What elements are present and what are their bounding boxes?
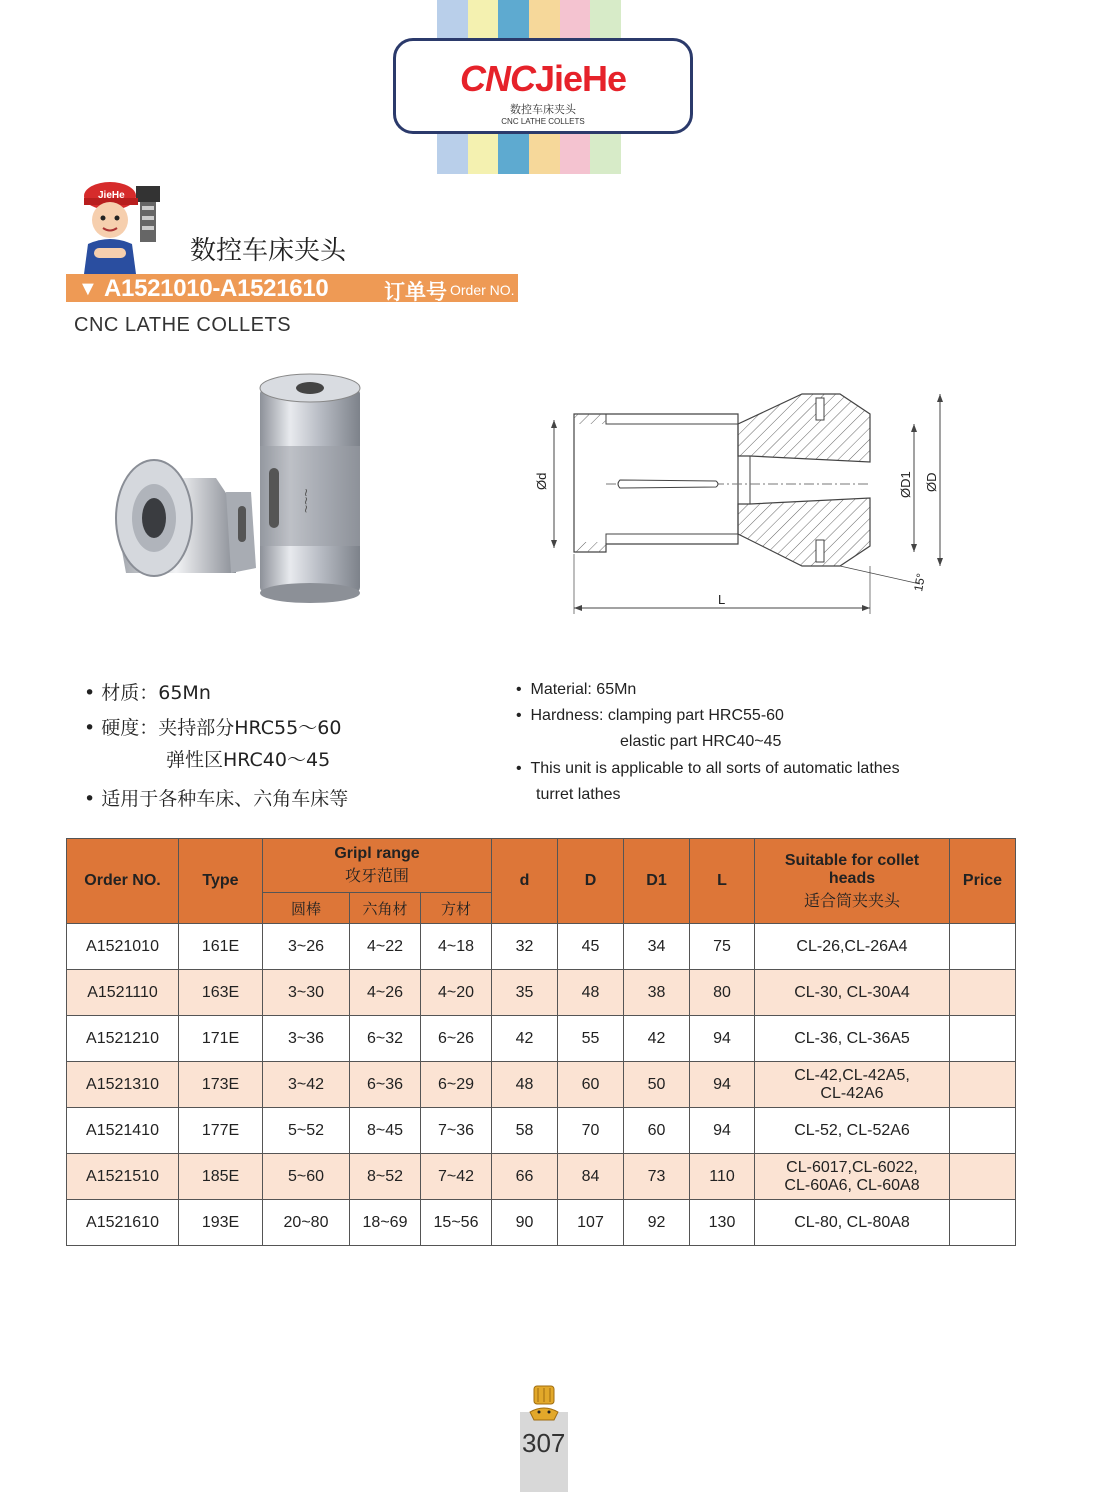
cell-d: 58 (492, 1108, 558, 1154)
cell-suitable-line1: CL-26,CL-26A4 (796, 937, 908, 955)
cell-D: 70 (558, 1108, 624, 1154)
cell-type: 163E (179, 970, 263, 1016)
cell-suitable-line2: CL-42A6 (820, 1084, 884, 1102)
table-row (67, 1016, 1016, 1062)
order-range: A1521010-A1521610 (104, 275, 329, 302)
spec-hardness-en: • Hardness: clamping part HRC55-60 (516, 707, 784, 724)
table-row (67, 1154, 1016, 1200)
cell-hex: 8~52 (350, 1154, 421, 1200)
th-suitable-en1: Suitable for collet (784, 851, 920, 869)
cell-suitable (755, 1154, 950, 1200)
th-D: D (558, 839, 624, 924)
dim-label-D: ØD (924, 472, 939, 492)
cell-D1: 50 (624, 1062, 690, 1108)
logo-subtitle-en: CNC LATHE COLLETS (501, 117, 585, 126)
cell-order: A1521310 (67, 1062, 179, 1108)
gear-mascot-icon (526, 1384, 562, 1424)
mascot-cap-text: JieHe (98, 190, 125, 201)
th-hex: 六角材 (350, 893, 421, 924)
svg-text:~~~: ~~~ (298, 488, 314, 513)
cell-order: A1521610 (67, 1200, 179, 1246)
cell-round: 3~30 (263, 970, 350, 1016)
cell-square: 7~42 (421, 1154, 492, 1200)
cell-L: 110 (690, 1154, 755, 1200)
cell-D: 107 (558, 1200, 624, 1246)
spec-usage-en: • This unit is applicable to all sorts of automatic lathes (516, 760, 900, 777)
order-number-bar (66, 274, 518, 302)
cell-suitable (755, 1016, 950, 1062)
cell-type: 173E (179, 1062, 263, 1108)
spec-hardness-cn: • 硬度：夹持部分HRC55～60 (84, 717, 342, 739)
logo-jiehe-text: JieHe (534, 58, 627, 99)
table-row (67, 1062, 1016, 1108)
th-d: d (492, 839, 558, 924)
spec-usage-en-text: This unit is applicable to all sorts of automatic lathes (530, 760, 900, 777)
spec-hardness-en-text: Hardness: clamping part HRC55-60 (530, 707, 784, 724)
cell-L: 94 (690, 1108, 755, 1154)
cell-L: 75 (690, 924, 755, 970)
cell-price (950, 1200, 1016, 1246)
spec-usage2-en: turret lathes (536, 786, 621, 803)
cell-L: 130 (690, 1200, 755, 1246)
th-grip-en: Gripl range (334, 845, 420, 862)
spec-material-en-text: Material: 65Mn (530, 681, 637, 698)
cell-round: 3~26 (263, 924, 350, 970)
cell-hex: 6~32 (350, 1016, 421, 1062)
logo-subtitle-cn: 数控车床夹头 (510, 103, 576, 116)
table-row (67, 924, 1016, 970)
cell-L: 80 (690, 970, 755, 1016)
cell-order: A1521510 (67, 1154, 179, 1200)
order-label-en: Order NO. (450, 282, 515, 298)
cell-round: 3~36 (263, 1016, 350, 1062)
cell-D1: 92 (624, 1200, 690, 1246)
cell-price (950, 1154, 1016, 1200)
cell-hex: 18~69 (350, 1200, 421, 1246)
th-grip-range (263, 839, 492, 893)
page-title-cn: 数控车床夹头 (190, 236, 347, 266)
triangle-icon: ▼ (78, 278, 98, 300)
cell-suitable (755, 1200, 950, 1246)
cell-suitable-line1: CL-52, CL-52A6 (794, 1121, 910, 1139)
collet-spec-table (66, 838, 1016, 1246)
cell-price (950, 1108, 1016, 1154)
cell-suitable-line1: CL-6017,CL-6022, (786, 1158, 918, 1176)
cell-hex: 8~45 (350, 1108, 421, 1154)
th-L: L (690, 839, 755, 924)
th-order-no: Order NO. (67, 839, 179, 924)
cell-d: 66 (492, 1154, 558, 1200)
cell-round: 3~42 (263, 1062, 350, 1108)
mascot-icon (74, 176, 172, 274)
cell-D: 55 (558, 1016, 624, 1062)
page-number: 307 (522, 1428, 566, 1458)
logo-cnc-text: CNC (459, 58, 535, 99)
cell-price (950, 924, 1016, 970)
cell-D: 48 (558, 970, 624, 1016)
cell-order: A1521110 (67, 970, 179, 1016)
cell-D: 60 (558, 1062, 624, 1108)
cell-type: 193E (179, 1200, 263, 1246)
cell-d: 42 (492, 1016, 558, 1062)
dim-label-d1: ØD1 (898, 471, 913, 498)
cell-type: 161E (179, 924, 263, 970)
dim-label-d: Ød (534, 472, 549, 490)
cell-price (950, 1062, 1016, 1108)
cell-d: 90 (492, 1200, 558, 1246)
cell-d: 35 (492, 970, 558, 1016)
collet-technical-drawing (534, 384, 960, 624)
cell-round: 5~60 (263, 1154, 350, 1200)
cell-D1: 34 (624, 924, 690, 970)
cell-price (950, 970, 1016, 1016)
dim-label-angle: 15° (911, 572, 929, 593)
cell-D1: 42 (624, 1016, 690, 1062)
table-row (67, 1200, 1016, 1246)
cell-suitable-line1: CL-42,CL-42A5, (794, 1066, 910, 1084)
spec-hardness2-en: elastic part HRC40~45 (620, 733, 782, 750)
table-row (67, 970, 1016, 1016)
cell-d: 32 (492, 924, 558, 970)
cell-L: 94 (690, 1062, 755, 1108)
th-price: Price (950, 839, 1016, 924)
cell-D1: 60 (624, 1108, 690, 1154)
cell-order: A1521210 (67, 1016, 179, 1062)
cell-suitable-line2: CL-60A6, CL-60A8 (784, 1176, 920, 1194)
th-grip-cn: 攻牙范围 (344, 866, 409, 885)
cell-suitable (755, 970, 950, 1016)
cell-round: 5~52 (263, 1108, 350, 1154)
cell-square: 4~18 (421, 924, 492, 970)
cell-square: 15~56 (421, 1200, 492, 1246)
cell-type: 185E (179, 1154, 263, 1200)
cell-D: 84 (558, 1154, 624, 1200)
order-label-cn: 订单号 (384, 280, 447, 304)
spec-material-en: • Material: 65Mn (516, 681, 637, 698)
cell-D1: 73 (624, 1154, 690, 1200)
cell-suitable-line1: CL-80, CL-80A8 (794, 1213, 910, 1231)
cell-hex: 4~26 (350, 970, 421, 1016)
brand-logo (393, 38, 693, 134)
cell-hex: 4~22 (350, 924, 421, 970)
cell-suitable (755, 1062, 950, 1108)
th-D1: D1 (624, 839, 690, 924)
cell-square: 6~26 (421, 1016, 492, 1062)
collet-product-photo (106, 368, 396, 608)
cell-suitable-line1: CL-36, CL-36A5 (794, 1029, 910, 1047)
cell-L: 94 (690, 1016, 755, 1062)
th-suitable (755, 839, 950, 924)
spec-usage-cn: • 适用于各种车床、六角车床等 (84, 788, 349, 810)
th-type: Type (179, 839, 263, 924)
cell-D: 45 (558, 924, 624, 970)
cell-suitable (755, 924, 950, 970)
spec-hardness2-cn: 弹性区HRC40～45 (166, 749, 331, 771)
cell-order: A1521410 (67, 1108, 179, 1154)
cell-square: 7~36 (421, 1108, 492, 1154)
cell-price (950, 1016, 1016, 1062)
cell-square: 6~29 (421, 1062, 492, 1108)
cell-suitable (755, 1108, 950, 1154)
cell-type: 171E (179, 1016, 263, 1062)
cell-hex: 6~36 (350, 1062, 421, 1108)
dim-label-L: L (718, 592, 726, 607)
th-round: 圆棒 (263, 893, 350, 924)
th-suitable-cn: 适合筒夹夹头 (803, 890, 900, 910)
th-suitable-en2: heads (828, 869, 876, 887)
th-square: 方材 (421, 893, 492, 924)
cell-d: 48 (492, 1062, 558, 1108)
cell-square: 4~20 (421, 970, 492, 1016)
cell-suitable-line1: CL-30, CL-30A4 (794, 983, 910, 1001)
cell-type: 177E (179, 1108, 263, 1154)
cell-D1: 38 (624, 970, 690, 1016)
spec-material-cn: • 材质：65Mn (84, 682, 211, 704)
cell-round: 20~80 (263, 1200, 350, 1246)
page-subtitle: CNC LATHE COLLETS (74, 314, 292, 336)
table-row (67, 1108, 1016, 1154)
cell-order: A1521010 (67, 924, 179, 970)
